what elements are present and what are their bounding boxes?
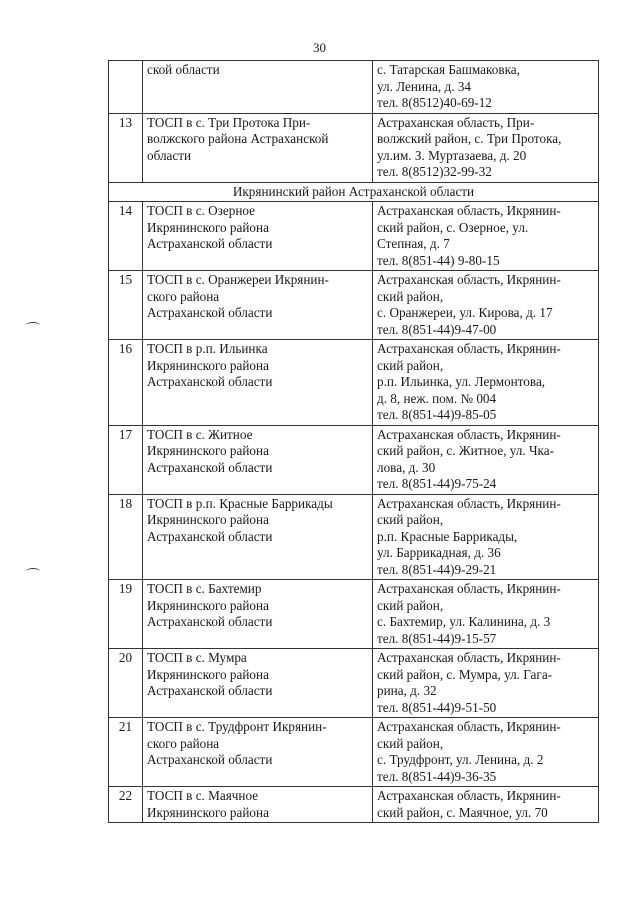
address-line: волжский район, с. Три Протока, <box>377 131 562 146</box>
address-line: ский район, с. Озерное, ул. <box>377 219 529 235</box>
row-number: 18 <box>109 494 143 580</box>
office-name-cell <box>143 494 373 580</box>
table-row <box>109 494 599 580</box>
address-cell <box>373 271 599 340</box>
address-line: ский район, <box>377 288 444 304</box>
address-cell <box>373 580 599 649</box>
office-name-line: Астраханской области <box>147 683 273 698</box>
table-row <box>109 649 599 718</box>
table-row <box>109 61 599 114</box>
address-line: тел. 8(851-44)9-75-24 <box>377 476 497 491</box>
address-cell <box>373 787 599 823</box>
office-name-line: ТОСП в с. Мумра <box>147 650 247 665</box>
table-row <box>109 580 599 649</box>
table-row <box>109 425 599 494</box>
address-cell <box>373 718 599 787</box>
office-name-line: Астраханской области <box>147 236 273 251</box>
address-line: Астраханская область, Икрянин- <box>377 581 561 596</box>
address-line: с. Трудфронт, ул. Ленина, д. 2 <box>377 752 544 767</box>
table-row <box>109 718 599 787</box>
address-line: Астраханская область, Икрянин- <box>377 272 561 287</box>
row-number <box>109 61 143 114</box>
office-name-line: ТОСП в с. Оранжереи Икрянин- <box>147 272 329 287</box>
address-line: Астраханская область, При- <box>377 114 535 130</box>
address-line: тел. 8(851-44)9-36-35 <box>377 768 497 784</box>
office-name-line: Астраханской области <box>147 528 273 544</box>
office-name-cell <box>143 340 373 426</box>
address-line: тел. 8(851-44)9-51-50 <box>377 699 497 715</box>
address-line: тел. 8(8512)40-69-12 <box>377 95 492 110</box>
address-line: ский район, <box>377 735 444 751</box>
table-body <box>109 61 599 823</box>
margin-mark <box>26 568 40 575</box>
office-name-line: ТОСП в с. Бахтемир <box>147 581 262 596</box>
address-line: тел. 8(851-44)9-85-05 <box>377 407 497 422</box>
row-number: 19 <box>109 580 143 649</box>
address-line: ул.им. З. Муртазаева, д. 20 <box>377 147 527 163</box>
table-row <box>109 271 599 340</box>
address-line: д. 8, неж. пом. № 004 <box>377 390 497 406</box>
office-name-line: ской области <box>147 62 220 77</box>
address-line: ул. Баррикадная, д. 36 <box>377 545 501 560</box>
row-number: 17 <box>109 425 143 494</box>
address-line: Астраханская область, Икрянин- <box>377 788 561 803</box>
address-line: с. Оранжереи, ул. Кирова, д. 17 <box>377 305 553 320</box>
office-name-line: волжского района Астраханской <box>147 131 329 146</box>
address-line: ский район, <box>377 357 444 373</box>
row-number: 22 <box>109 787 143 823</box>
row-number: 21 <box>109 718 143 787</box>
address-line: р.п. Красные Баррикады, <box>377 528 518 544</box>
office-name-line: ского района <box>147 735 220 751</box>
margin-mark <box>26 322 40 329</box>
office-name-line: Икрянинского района <box>147 804 269 820</box>
office-name-cell <box>143 580 373 649</box>
office-name-cell <box>143 425 373 494</box>
table-row <box>109 340 599 426</box>
address-line: Астраханская область, Икрянин- <box>377 203 561 218</box>
office-name-cell <box>143 271 373 340</box>
office-name-line: ТОСП в р.п. Красные Баррикады <box>147 495 333 511</box>
office-name-cell <box>143 113 373 182</box>
office-name-cell <box>143 202 373 271</box>
address-line: лова, д. 30 <box>377 459 436 475</box>
office-name-line: Икрянинского района <box>147 219 269 235</box>
address-line: тел. 8(851-44) 9-80-15 <box>377 252 500 268</box>
address-line: тел. 8(8512)32-99-32 <box>377 164 492 179</box>
office-name-line: ТОСП в с. Маячное <box>147 788 259 803</box>
office-name-line: ТОСП в с. Житное <box>147 426 253 442</box>
row-number: 16 <box>109 340 143 426</box>
address-line: тел. 8(851-44)9-47-00 <box>377 321 497 337</box>
address-line: ский район, с. Маячное, ул. 70 <box>377 804 548 820</box>
address-line: Астраханская область, Икрянин- <box>377 495 561 511</box>
address-cell <box>373 425 599 494</box>
office-name-line: Астраханской области <box>147 459 273 475</box>
address-cell <box>373 340 599 426</box>
address-cell <box>373 202 599 271</box>
office-name-line: ТОСП в с. Озерное <box>147 203 255 218</box>
address-cell <box>373 61 599 114</box>
office-name-line: ского района <box>147 288 220 304</box>
table-row <box>109 787 599 823</box>
office-name-cell <box>143 787 373 823</box>
office-name-line: Икрянинского района <box>147 357 269 373</box>
address-line: Астраханская область, Икрянин- <box>377 650 561 665</box>
row-number: 14 <box>109 202 143 271</box>
office-name-line: ТОСП в с. Три Протока При- <box>147 114 311 130</box>
office-name-line: Икрянинского района <box>147 443 269 458</box>
address-line: Астраханская область, Икрянин- <box>377 341 561 356</box>
section-row <box>109 182 599 202</box>
page-number: 30 <box>313 40 326 55</box>
offices-table <box>108 60 599 823</box>
office-name-line: ТОСП в р.п. Ильинка <box>147 341 268 356</box>
office-name-cell <box>143 718 373 787</box>
address-line: рина, д. 32 <box>377 683 437 698</box>
table-row <box>109 113 599 182</box>
row-number: 20 <box>109 649 143 718</box>
address-line: ский район, с. Мумра, ул. Гага- <box>377 666 553 682</box>
address-line: с. Бахтемир, ул. Калинина, д. 3 <box>377 614 551 629</box>
address-line: с. Татарская Башмаковка, <box>377 62 520 77</box>
address-line: Степная, д. 7 <box>377 236 450 251</box>
table-row <box>109 202 599 271</box>
section-heading: Икрянинский район Астраханской области <box>109 182 599 202</box>
office-name-line: Астраханской области <box>147 374 273 389</box>
office-name-line: ТОСП в с. Трудфронт Икрянин- <box>147 719 327 734</box>
office-name-line: Икрянинского района <box>147 597 269 613</box>
address-line: ский район, с. Житное, ул. Чка- <box>377 443 554 458</box>
office-name-line: Икрянинского района <box>147 666 269 682</box>
address-line: ул. Ленина, д. 34 <box>377 78 472 94</box>
address-line: тел. 8(851-44)9-29-21 <box>377 561 497 577</box>
office-name-line: Астраханской области <box>147 752 273 767</box>
address-line: ский район, <box>377 512 444 527</box>
address-cell <box>373 649 599 718</box>
address-cell <box>373 113 599 182</box>
address-line: тел. 8(851-44)9-15-57 <box>377 630 497 646</box>
row-number: 15 <box>109 271 143 340</box>
office-name-cell <box>143 61 373 114</box>
address-cell <box>373 494 599 580</box>
address-line: р.п. Ильинка, ул. Лермонтова, <box>377 374 546 389</box>
address-line: Астраханская область, Икрянин- <box>377 426 561 442</box>
address-line: ский район, <box>377 597 444 613</box>
office-name-line: Икрянинского района <box>147 512 269 527</box>
office-name-cell <box>143 649 373 718</box>
office-name-line: области <box>147 147 192 163</box>
office-name-line: Астраханской области <box>147 305 273 320</box>
row-number: 13 <box>109 113 143 182</box>
office-name-line: Астраханской области <box>147 614 273 629</box>
address-line: Астраханская область, Икрянин- <box>377 719 561 734</box>
